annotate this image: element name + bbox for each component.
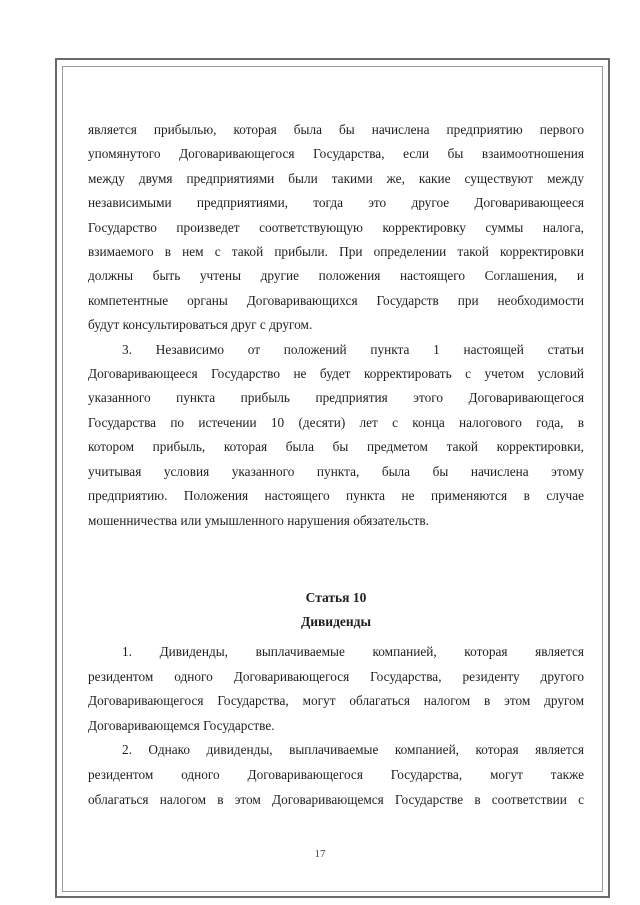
text-line: 1. Дивиденды, выплачиваемые компанией, которая является [122, 644, 584, 659]
paragraph-item-1 [88, 640, 584, 738]
text-line: резидентом одного Договаривающегося Государства, могут также [88, 766, 584, 782]
text-line: указанного пункта прибыль предприятия этого Договаривающегося [88, 390, 584, 406]
article-title: Дивиденды [300, 614, 372, 629]
text-line: 2. Однако дивиденды, выплачиваемые компанией, которая является [122, 742, 584, 758]
page-number: 17 [314, 848, 326, 860]
text-line: резидентом одного Договаривающегося Государства, резиденту другого [88, 668, 584, 684]
document-body-bottom [88, 640, 584, 812]
text-line: Государства по истечении 10 (десяти) лет с конца налогового года, в [88, 414, 584, 430]
text-line: 3. Независимо от положений пункта 1 настоящей статьи [122, 341, 584, 357]
paragraph-item-3 [88, 338, 584, 533]
text-line: Договаривающегося Государства, могут облагаться налогом в этом другом [88, 693, 584, 709]
text-line: мошенничества или умышленного нарушения обязательств. [88, 512, 429, 528]
text-line: между двумя предприятиями были такими же, какие существуют между [88, 170, 584, 186]
text-line: котором прибыль, которая была бы предметом такой корректировки, [88, 439, 584, 455]
text-line: Договаривающееся Государство не будет корректировать с учетом условий [88, 366, 584, 382]
article-number: Статья 10 [305, 590, 367, 605]
text-line: предприятию. Положения настоящего пункта не применяются в случае [88, 488, 584, 504]
text-line: независимыми предприятиями, тогда это другое Договаривающееся [88, 195, 584, 211]
text-line: является прибылью, которая была бы начислена предприятию первого [88, 122, 584, 137]
text-line: облагаться налогом в этом Договаривающемся Государстве в соответствии с [88, 791, 584, 807]
text-line: будут консультироваться друг с другом. [88, 317, 313, 333]
text-line: должны быть учтены другие положения настоящего Соглашения, и [88, 268, 584, 284]
paragraph-continuation [88, 118, 584, 338]
text-line: Государство произведет соответствующую корректировку суммы налога, [88, 219, 584, 235]
text-line: упомянутого Договаривающегося Государства, если бы взаимоотношения [88, 146, 584, 162]
paragraph-item-2 [88, 738, 584, 812]
text-line: компетентные органы Договаривающихся Государств при необходимости [88, 292, 584, 308]
document-body-top [88, 118, 584, 533]
text-line: учитывая условия указанного пункта, была бы начислена этому [88, 463, 584, 479]
text-line: взимаемого в нем с такой прибыли. При определении такой корректировки [88, 244, 584, 260]
text-line: Договаривающемся Государстве. [88, 717, 275, 733]
